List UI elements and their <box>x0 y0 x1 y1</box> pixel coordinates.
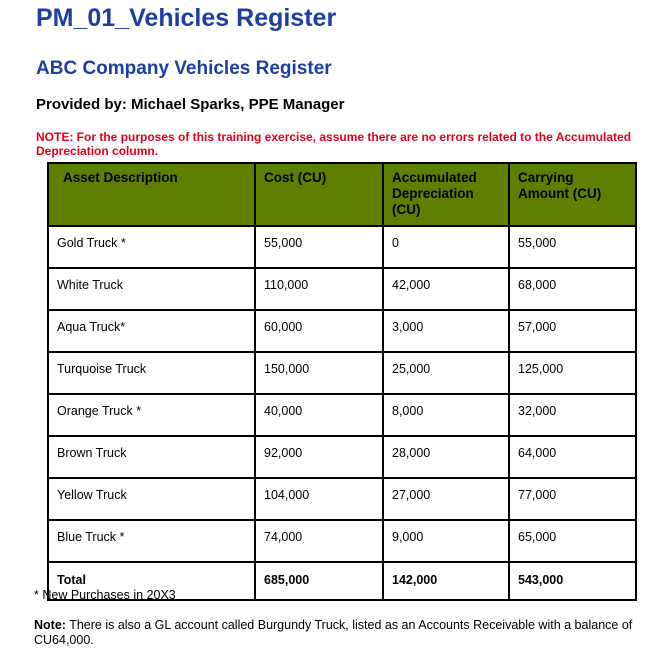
asset-description-cell: Blue Truck * <box>48 520 255 562</box>
cost-cell: 110,000 <box>255 268 383 310</box>
table-row <box>48 436 636 478</box>
asset-description-cell: Gold Truck * <box>48 226 255 268</box>
table-row <box>48 310 636 352</box>
carrying-amount-cell: 64,000 <box>509 436 636 478</box>
provided-by: Provided by: Michael Sparks, PPE Manager <box>36 96 345 113</box>
cost-cell: 55,000 <box>255 226 383 268</box>
table-header-row <box>48 163 636 226</box>
carrying-amount-cell: 57,000 <box>509 310 636 352</box>
accumulated-depreciation-cell: 3,000 <box>383 310 509 352</box>
register-subtitle: ABC Company Vehicles Register <box>36 58 332 79</box>
training-note: NOTE: For the purposes of this training exercise, assume there are no errors related to the Accumulated Depreciation column. <box>36 130 632 158</box>
accumulated-depreciation-cell: 8,000 <box>383 394 509 436</box>
bottom-note-text: There is also a GL account called Burgundy Truck, listed as an Accounts Receivable with a balance of CU64,000. <box>34 618 633 647</box>
accumulated-depreciation-cell: 0 <box>383 226 509 268</box>
asset-description-cell: Brown Truck <box>48 436 255 478</box>
accumulated-depreciation-cell: 27,000 <box>383 478 509 520</box>
total-label-cell: Total <box>48 562 255 600</box>
cost-cell: 40,000 <box>255 394 383 436</box>
total-carrying-amount-cell: 543,000 <box>509 562 636 600</box>
total-accumulated-depreciation-cell: 142,000 <box>383 562 509 600</box>
carrying-amount-cell: 77,000 <box>509 478 636 520</box>
table-row <box>48 394 636 436</box>
accumulated-depreciation-cell: 42,000 <box>383 268 509 310</box>
footnote-new-purchases: * New Purchases in 20X3 <box>34 588 176 602</box>
asset-description-cell: Aqua Truck* <box>48 310 255 352</box>
table-row <box>48 352 636 394</box>
asset-description-cell: Orange Truck * <box>48 394 255 436</box>
header-asset-description: Asset Description <box>48 163 255 226</box>
header-accumulated-depreciation: Accumulated Depreciation (CU) <box>383 163 509 226</box>
table-row <box>48 520 636 562</box>
asset-description-cell: White Truck <box>48 268 255 310</box>
page-title: PM_01_Vehicles Register <box>36 4 337 32</box>
cost-cell: 104,000 <box>255 478 383 520</box>
header-cost: Cost (CU) <box>255 163 383 226</box>
carrying-amount-cell: 55,000 <box>509 226 636 268</box>
carrying-amount-cell: 125,000 <box>509 352 636 394</box>
accumulated-depreciation-cell: 28,000 <box>383 436 509 478</box>
vehicles-register-table <box>47 162 637 601</box>
carrying-amount-cell: 32,000 <box>509 394 636 436</box>
asset-description-cell: Turquoise Truck <box>48 352 255 394</box>
cost-cell: 60,000 <box>255 310 383 352</box>
accumulated-depreciation-cell: 25,000 <box>383 352 509 394</box>
carrying-amount-cell: 68,000 <box>509 268 636 310</box>
asset-description-cell: Yellow Truck <box>48 478 255 520</box>
header-carrying-amount: Carrying Amount (CU) <box>509 163 636 226</box>
cost-cell: 150,000 <box>255 352 383 394</box>
cost-cell: 74,000 <box>255 520 383 562</box>
bottom-note <box>34 618 644 648</box>
bottom-note-label: Note: <box>34 618 66 632</box>
table-row <box>48 478 636 520</box>
total-cost-cell: 685,000 <box>255 562 383 600</box>
table-row <box>48 268 636 310</box>
carrying-amount-cell: 65,000 <box>509 520 636 562</box>
table-row <box>48 226 636 268</box>
accumulated-depreciation-cell: 9,000 <box>383 520 509 562</box>
cost-cell: 92,000 <box>255 436 383 478</box>
